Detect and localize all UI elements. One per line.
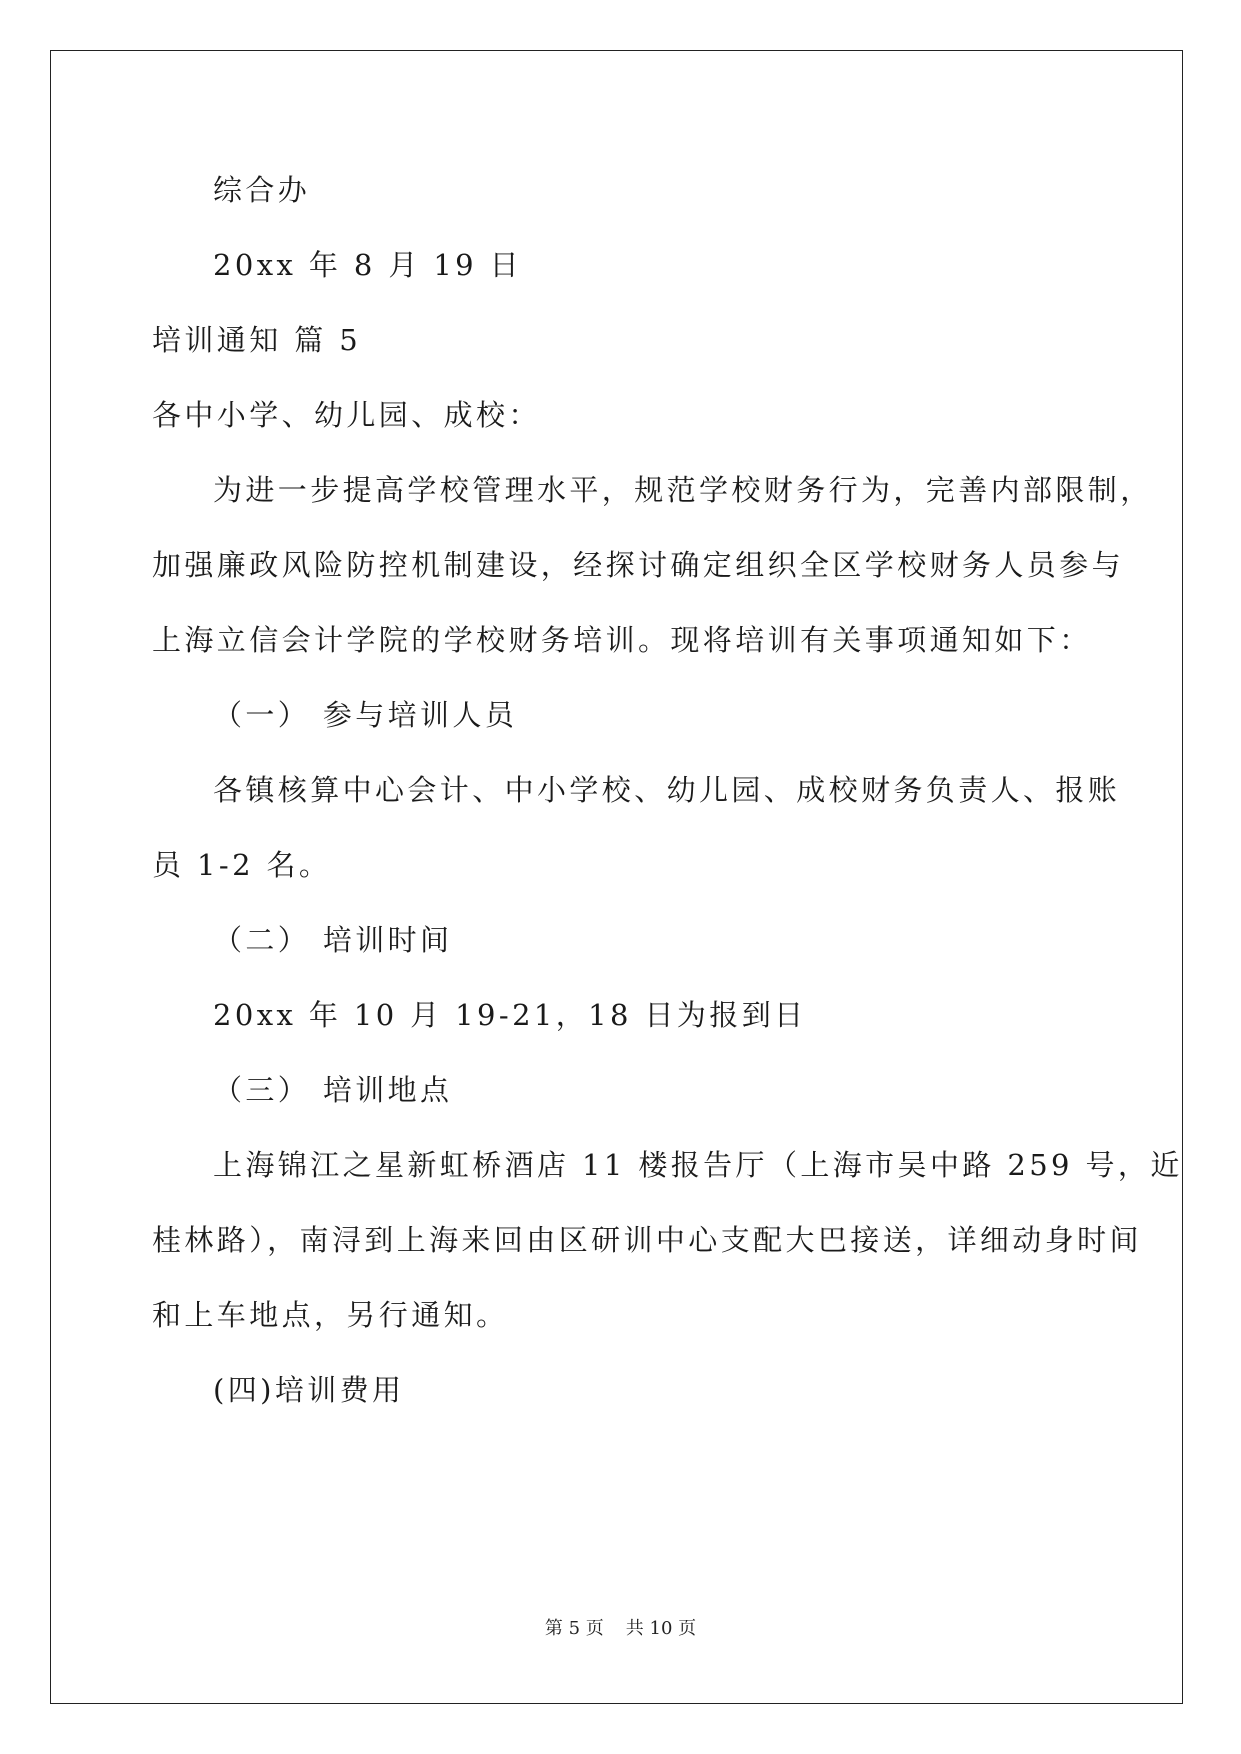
page-number: 第 5 页 <box>544 1618 604 1639</box>
signature-date: 20xx 年 8 月 19 日 <box>213 248 523 282</box>
item-heading: （二） 培训时间 <box>213 923 453 957</box>
body-paragraph-line: 为进一步提高学校管理水平，规范学校财务行为，完善内部限制， <box>213 473 1153 507</box>
section-title: 培训通知 篇 5 <box>152 323 362 357</box>
salutation: 各中小学、幼儿园、成校： <box>152 398 541 432</box>
body-paragraph-line: 员 1-2 名。 <box>152 848 332 882</box>
body-paragraph-line: 各镇核算中心会计、中小学校、幼儿园、成校财务负责人、报账 <box>213 773 1121 807</box>
item-heading: （一） 参与培训人员 <box>213 698 518 732</box>
body-paragraph-line: 20xx 年 10 月 19-21，18 日为报到日 <box>213 998 807 1032</box>
body-paragraph-line: 和上车地点，另行通知。 <box>152 1298 509 1332</box>
total-pages: 共 10 页 <box>625 1618 697 1639</box>
body-paragraph-line: 上海立信会计学院的学校财务培训。现将培训有关事项通知如下： <box>152 623 1092 657</box>
body-paragraph-line: 桂林路），南浔到上海来回由区研训中心支配大巴接送，详细动身时间 <box>152 1223 1142 1257</box>
body-paragraph-line: 加强廉政风险防控机制建设，经探讨确定组织全区学校财务人员参与 <box>152 548 1125 582</box>
item-heading: （三） 培训地点 <box>213 1073 453 1107</box>
body-paragraph-line: 上海锦江之星新虹桥酒店 11 楼报告厅（上海市吴中路 259 号，近 <box>213 1148 1183 1182</box>
item-heading: (四)培训费用 <box>213 1373 405 1407</box>
signature-department: 综合办 <box>213 173 311 207</box>
page-footer <box>0 1618 1241 1640</box>
